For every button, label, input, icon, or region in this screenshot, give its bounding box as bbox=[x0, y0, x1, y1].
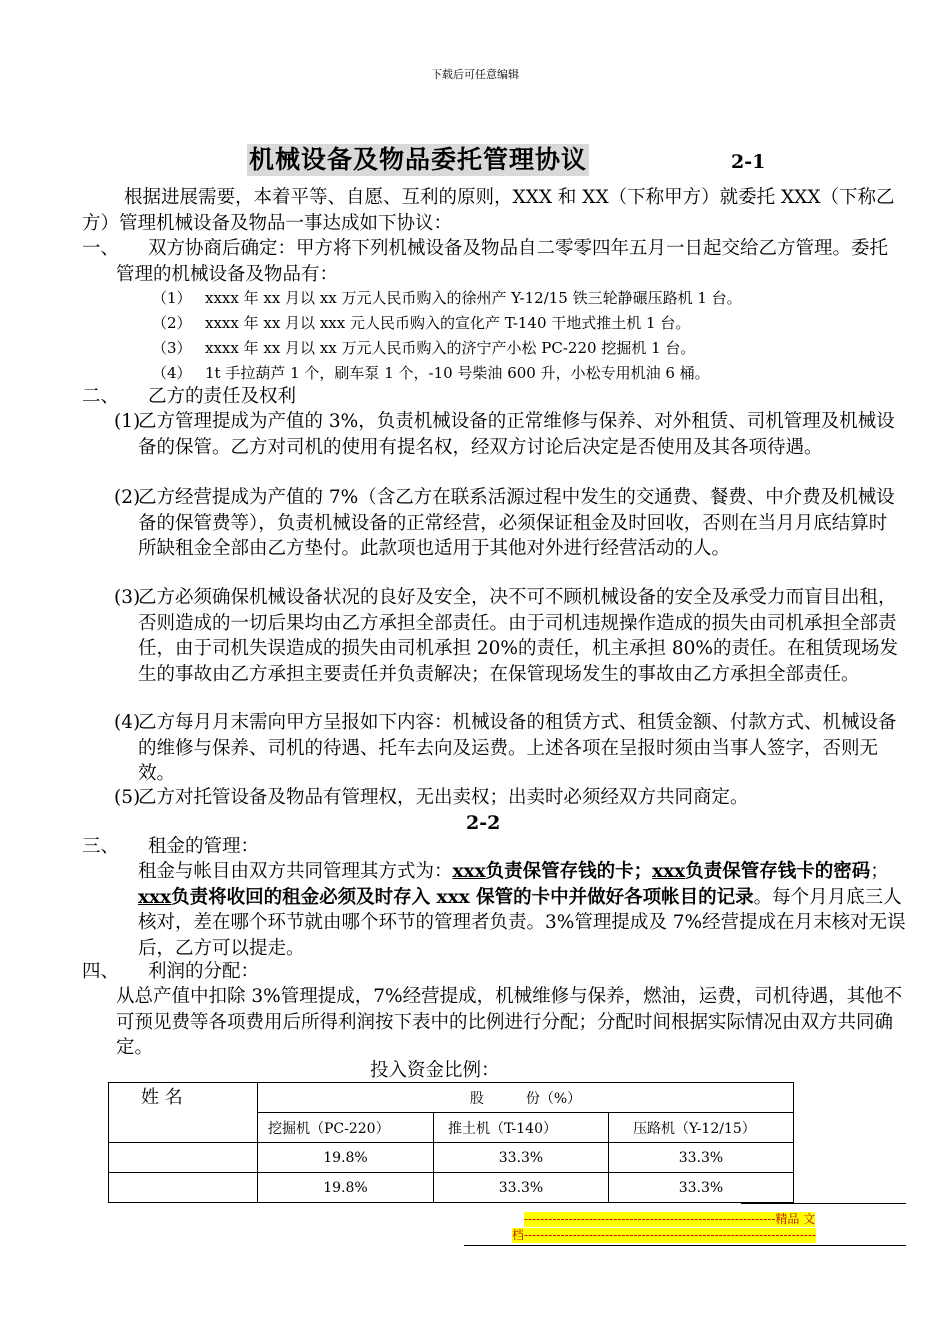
table-cell: 19.8% bbox=[258, 1173, 434, 1203]
name-header: 姓 名 bbox=[109, 1083, 258, 1143]
s3-name-1: xxx bbox=[452, 861, 486, 882]
section-1-number: 一、 bbox=[82, 238, 120, 259]
footer-watermark-line-1: --------------------------------------------------------------精品 文 bbox=[524, 1212, 816, 1226]
page-header: 下载后可任意编辑 bbox=[431, 68, 519, 81]
page-mark: 2-2 bbox=[466, 812, 501, 834]
section-3-number: 三、 bbox=[82, 836, 120, 857]
clause-number: (2) bbox=[114, 487, 141, 508]
document-title: 机械设备及物品委托管理协议 bbox=[249, 145, 588, 174]
s3-name-3: xxx bbox=[138, 886, 172, 908]
item-number: （1） bbox=[152, 289, 192, 307]
footer-rule bbox=[464, 1245, 906, 1246]
table-row bbox=[109, 1173, 794, 1203]
section-2-title: 乙方的责任及权利 bbox=[148, 386, 297, 407]
table-cell: 33.3% bbox=[434, 1173, 609, 1203]
clause-text: 乙方必须确保机械设备状况的良好及安全，决不可不顾机械设备的安全及承受力而盲目出租，否则造成的一切后果均由乙方承担全部责任。由于司机违规操作造成的损失由司机承担全部责任，由于司机失误造成的损失由司机承担 20%的责任，机主承担 80%的责任。在租赁现场发生的事故由乙方承担主要责任并负责解决；在保管现场发生的事故由乙方承担全部责任。 bbox=[138, 587, 899, 685]
section-2-number: 二、 bbox=[82, 386, 120, 407]
s3-lead: 租金与帐目由双方共同管理其方式为： bbox=[138, 861, 453, 882]
item-number: （2） bbox=[152, 314, 192, 332]
item-number: （4） bbox=[152, 364, 192, 382]
section-4-text: 从总产值中扣除 3%管理提成，7%经营提成，机械维修与保养，燃油，运费，司机待遇，其他不可预见费等各项费用后所得利润按下表中的比例进行分配；分配时间根据实际情况由双方共同确定。 bbox=[116, 986, 903, 1058]
section-1-text: 双方协商后确定：甲方将下列机械设备及物品自二零零四年五月一日起交给乙方管理。委托管理的机械设备及物品有： bbox=[116, 238, 889, 285]
item-text: xxxx 年 xx 月以 xxx 元人民币购入的宣化产 T-140 干地式推土机 1 台。 bbox=[205, 314, 691, 332]
page-mark: 2-1 bbox=[731, 151, 766, 173]
table-row bbox=[109, 1143, 794, 1173]
table-cell-name bbox=[109, 1143, 258, 1173]
clause-number: (1) bbox=[114, 411, 141, 432]
s3-name-2: xxx bbox=[652, 861, 686, 882]
table-cell-name bbox=[109, 1173, 258, 1203]
table-cell: 33.3% bbox=[609, 1143, 794, 1173]
intro-paragraph: 根据进展需要，本着平等、自愿、互利的原则，XXX 和 XX（下称甲方）就委托 XXX（下称乙方）管理机械设备及物品一事达成如下协议： bbox=[82, 187, 895, 234]
section-4-title: 利润的分配： bbox=[148, 961, 260, 982]
table-caption: 投入资金比例： bbox=[370, 1060, 500, 1081]
column-header: 推土机（T-140） bbox=[434, 1113, 609, 1143]
s3-duty-1: 负责保管存钱的卡； bbox=[485, 861, 653, 882]
s3-sep: ； bbox=[870, 861, 889, 882]
s3-duty-2: 负责保管存钱卡的密码 bbox=[685, 861, 871, 882]
table-end-rule bbox=[741, 1203, 906, 1204]
s3-duty-3: 负责将收回的租金必须及时存入 xxx 保管的卡中并做好各项帐目的记录 bbox=[171, 886, 754, 908]
table-cell: 33.3% bbox=[609, 1173, 794, 1203]
item-text: 1t 手拉葫芦 1 个，刷车泵 1 个，-10 号柴油 600 升，小松专用机油 6 桶。 bbox=[205, 364, 710, 382]
section-3-text bbox=[138, 859, 918, 961]
section-4-number: 四、 bbox=[82, 961, 120, 982]
section-3-title: 租金的管理： bbox=[148, 836, 260, 857]
table-cell: 19.8% bbox=[258, 1143, 434, 1173]
column-header: 压路机（Y-12/15） bbox=[609, 1113, 794, 1143]
footer-watermark-line-2: 档------------------------------------------------------------------------ bbox=[512, 1228, 816, 1242]
clause-text: 乙方经营提成为产值的 7%（含乙方在联系活源过程中发生的交通费、餐费、中介费及机械设备的保管费等），负责机械设备的正常经营，必须保证租金及时回收，否则在当月月底结算时所缺租金全部由乙方垫付。此款项也适用于其他对外进行经营活动的人。 bbox=[138, 487, 895, 559]
clause-text: 乙方管理提成为产值的 3%，负责机械设备的正常维修与保养、对外租赁、司机管理及机械设备的保管。乙方对司机的使用有提名权，经双方讨论后决定是否使用及其各项待遇。 bbox=[138, 411, 895, 458]
share-table bbox=[108, 1082, 794, 1203]
s3-tail: 。每个月月底三人核对，差在哪个环节就由哪个环节的管理者负责。3%管理提成及 7%经营提成在月末核对无误后，乙方可以提走。 bbox=[138, 886, 906, 959]
clause-text: 乙方每月月末需向甲方呈报如下内容：机械设备的租赁方式、租赁金额、付款方式、机械设备的维修与保养、司机的待遇、托车去向及运费。上述各项在呈报时须由当事人签字，否则无效。 bbox=[138, 712, 897, 784]
clause-number: (5) bbox=[114, 787, 141, 808]
item-number: （3） bbox=[152, 339, 192, 357]
item-text: xxxx 年 xx 月以 xx 万元人民币购入的济宁产小松 PC-220 挖掘机 1 台。 bbox=[205, 339, 696, 357]
share-header: 股 份（%） bbox=[258, 1083, 794, 1113]
clause-number: (4) bbox=[114, 712, 141, 733]
table-cell: 33.3% bbox=[434, 1143, 609, 1173]
clause-number: (3) bbox=[114, 587, 141, 608]
column-header: 挖掘机（PC-220） bbox=[258, 1113, 434, 1143]
item-text: xxxx 年 xx 月以 xx 万元人民币购入的徐州产 Y-12/15 铁三轮静碾压路机 1 台。 bbox=[205, 289, 742, 307]
clause-text: 乙方对托管设备及物品有管理权，无出卖权；出卖时必须经双方共同商定。 bbox=[138, 787, 749, 808]
